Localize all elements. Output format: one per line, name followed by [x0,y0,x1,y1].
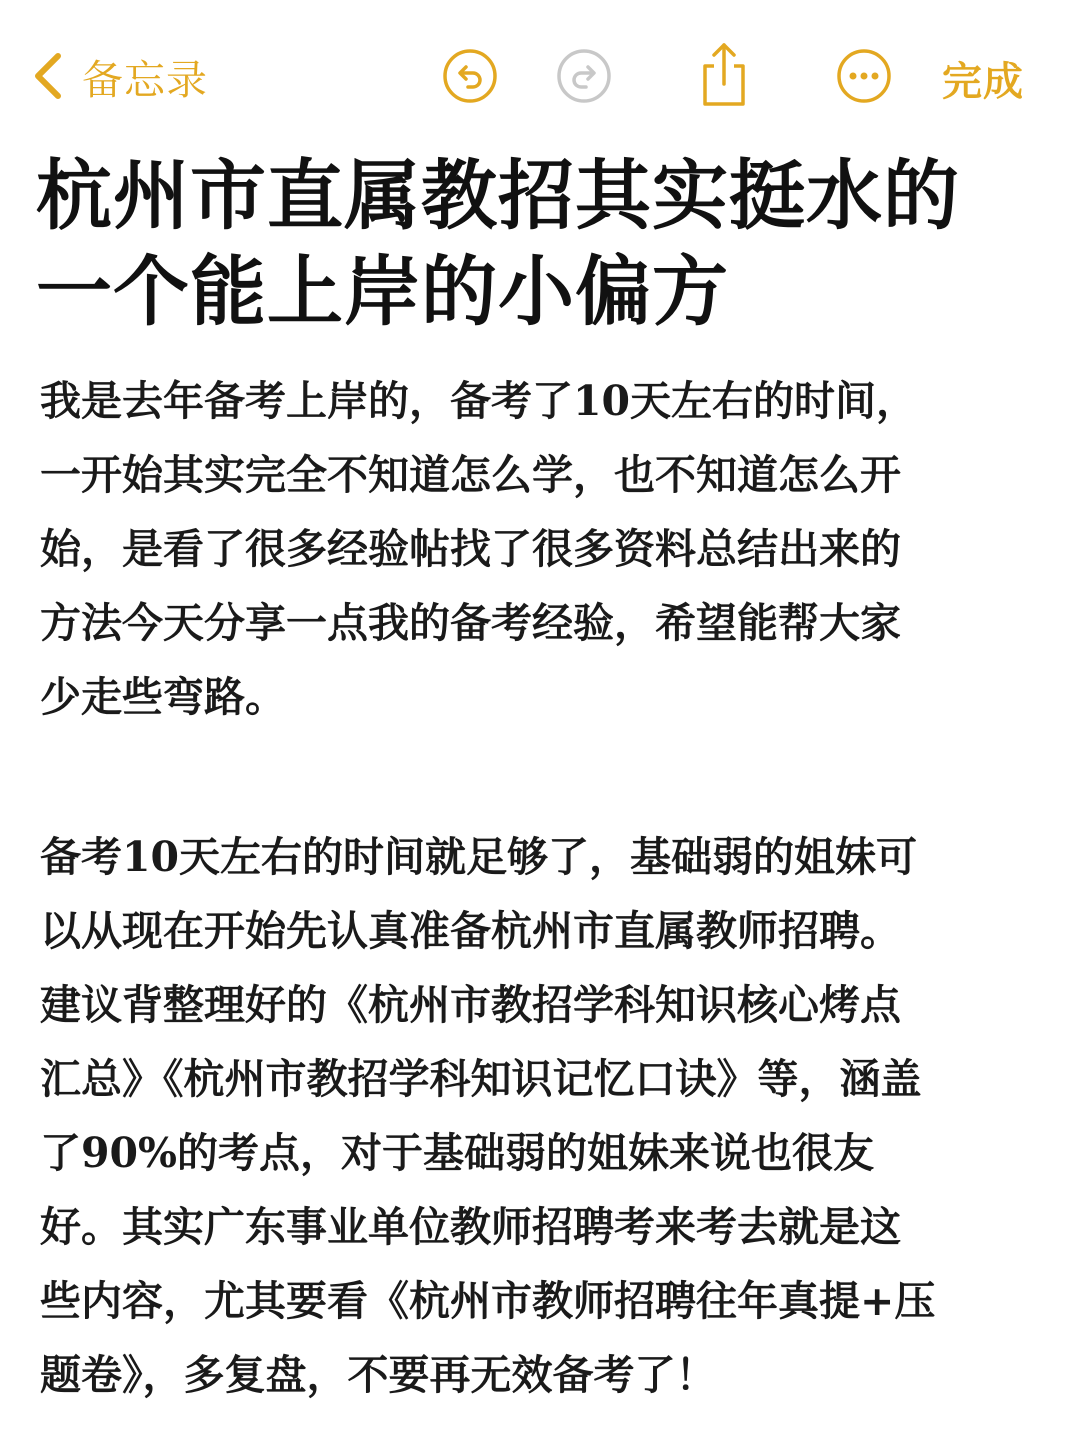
text-line: 建议背整理好的《杭州市教招学科知识核心烤点 [40,981,901,1029]
text-line: 好。其实广东事业单位教师招聘考来考去就是这 [40,1203,901,1251]
back-label: 备忘录 [82,55,208,104]
note-paragraph[interactable] [40,364,1070,734]
redo-icon [554,46,614,106]
share-icon [694,40,754,108]
note-paragraph[interactable] [40,820,1070,1412]
done-button[interactable]: 完成 [942,59,1024,105]
note-title[interactable] [36,148,1036,340]
redo-button[interactable] [554,46,614,106]
note-title-line: 杭州市直属教招其实挺水的 [36,151,960,240]
text-line: 我是去年备考上岸的，备考了10天左右的时间， [40,377,918,425]
text-line: 汇总》《杭州市教招学科知识记忆口诀》等，涵盖 [40,1055,922,1103]
text-line: 备考10天左右的时间就足够了，基础弱的姐妹可 [40,833,918,881]
undo-icon [440,46,500,106]
notes-toolbar [0,0,1080,150]
text-line: 题卷》，多复盘，不要再无效备考了！ [40,1351,717,1399]
text-line: 始，是看了很多经验帖找了很多资料总结出来的 [40,525,901,573]
chevron-left-icon [28,48,68,104]
text-line: 少走些弯路。 [40,673,286,721]
text-line: 些内容，尤其要看《杭州市教师招聘往年真提+压 [40,1277,936,1325]
undo-button[interactable] [440,46,500,106]
text-line: 一开始其实完全不知道怎么学，也不知道怎么开 [40,451,901,499]
text-line: 以从现在开始先认真准备杭州市直属教师招聘。 [40,907,901,955]
more-button[interactable] [834,46,894,106]
share-button[interactable] [694,40,754,108]
back-button[interactable] [28,46,208,106]
text-line: 方法今天分享一点我的备考经验，希望能帮大家 [40,599,901,647]
more-icon [834,46,894,106]
note-title-line: 一个能上岸的小偏方 [36,247,729,336]
text-line: 了90%的考点，对于基础弱的姐妹来说也很友 [40,1129,875,1177]
